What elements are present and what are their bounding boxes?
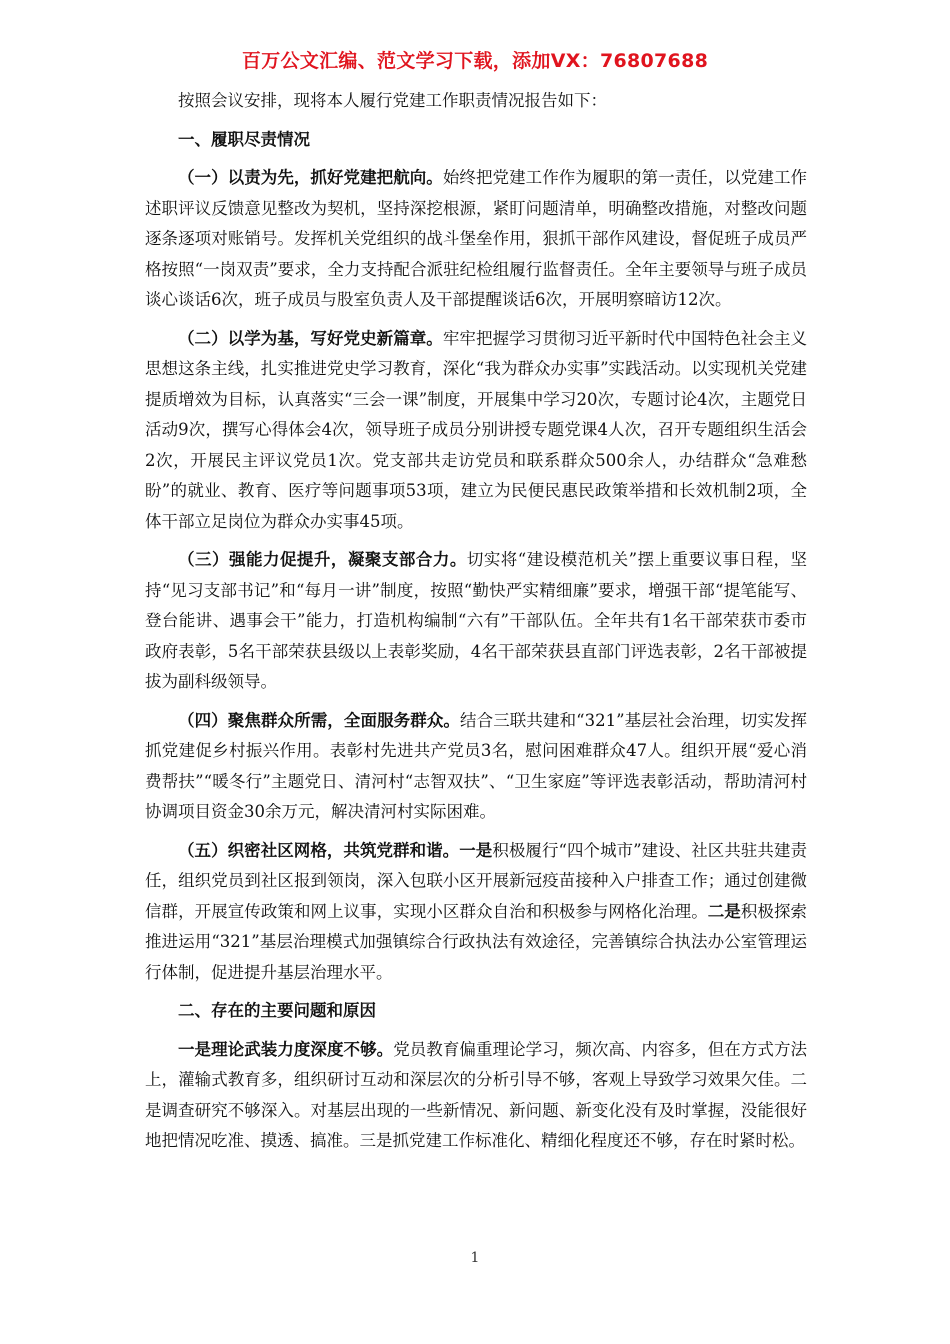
paragraph-5 [145,836,807,989]
paragraph-5-lead: （五）织密社区网格，共筑党群和谐。 [178,840,460,860]
page-number: 1 [470,1250,480,1266]
paragraph-4-body: 结合三联共建和“321”基层社会治理，切实发挥抓党建促乡村振兴作用。表彰村先进共产党员3名，慰问困难群众47人。组织开展“爱心消费帮扶”“暖冬行”主题党日、清河村“志智双扶”、“卫生家庭”等评选表彰活动，帮助清河村协调项目资金30余万元，解决清河村实际困难。 [145,710,808,821]
paragraph-3 [145,545,807,698]
paragraph-5-body-second: 积极探索推进运用“321”基层治理模式加强镇综合行政执法有效途径，完善镇综合执法办公室管理运行体制，促进提升基层治理水平。 [145,901,808,982]
paragraph-2-lead: （二）以学为基，写好党史新篇章。 [178,328,443,348]
paragraph-5-lead-second: 二是 [707,901,741,921]
paragraph-1-body: 始终把党建工作作为履职的第一责任，以党建工作述职评议反馈意见整改为契机，坚持深挖根源，紧盯问题清单，明确整改措施，对整改问题逐条逐项对账销号。发挥机关党组织的战斗堡垒作用，狠抓干部作风建设，督促班子成员严格按照“一岗双责”要求，全力支持配合派驻纪检组履行监督责任。全年主要领导与班子成员谈心谈话6次，班子成员与股室负责人及干部提醒谈话6次，开展明察暗访12次。 [145,168,808,309]
paragraph-2 [145,324,807,538]
intro-paragraph: 按照会议安排，现将本人履行党建工作职责情况报告如下： [178,91,607,110]
paragraph-3-body: 切实将“建设模范机关”摆上重要议事日程，坚持“见习支部书记”和“每月一讲”制度，按照“勤快严实精细廉”要求，增强干部“提笔能写、登台能讲、遇事会干”能力，打造机构编制“六有”干部队伍。全年共有1名干部荣获市委市政府表彰，5名干部荣获县级以上表彰奖励，4名干部荣获县直部门评选表彰，2名干部被提拔为副科级领导。 [145,550,807,691]
paragraph-1 [145,163,807,316]
paragraph-3-lead: （三）强能力促提升，凝聚支部合力。 [178,550,467,569]
section-heading-2: 二、存在的主要问题和原因 [178,1001,376,1020]
paragraph-5-lead-first: 一是 [459,840,493,860]
document-body [145,86,807,1157]
watermark-banner: 百万公文汇编、范文学习下载，添加VX：76807688 [241,50,709,72]
paragraph-5-body-first: 积极履行“四个城市”建设、社区共驻共建责任，组织党员到社区报到领岗，深入包联小区开展新冠疫苗接种入户排查工作；通过创建微信群，开展宣传政策和网上议事，实现小区群众自治和积极参与网格化治理。 [145,840,808,921]
paragraph-4 [145,706,807,828]
section-heading-1: 一、履职尽责情况 [178,129,310,149]
paragraph-1-lead: （一）以责为先，抓好党建把航向。 [178,168,443,187]
paragraph-6-lead: 一是理论武装力度深度不够。 [178,1039,394,1059]
paragraph-4-lead: （四）聚焦群众所需，全面服务群众。 [178,710,461,730]
paragraph-6-body: 党员教育偏重理论学习，频次高、内容多，但在方式方法上，灌输式教育多，组织研讨互动和深层次的分析引导不够，客观上导致学习效果欠佳。二是调查研究不够深入。对基层出现的一些新情况、新问题、新变化没有及时掌握，没能很好地把情况吃准、摸透、搞准。三是抓党建工作标准化、精细化程度还不够，存在时紧时松。 [145,1039,808,1150]
paragraph-2-body: 牢牢把握学习贯彻习近平新时代中国特色社会主义思想这条主线，扎实推进党史学习教育，深化“我为群众办实事”实践活动。以实现机关党建提质增效为目标，认真落实“三会一课”制度，开展集中学习20次，专题讨论4次，主题党日活动9次，撰写心得体会4次，领导班子成员分别讲授专题党课4人次，召开专题组织生活会2次，开展民主评议党员1次。党支部共走访党员和联系群众500余人，办结群众“急难愁盼”的就业、教育、医疗等问题事项53项，建立为民便民惠民政策举措和长效机制2项，全体干部立足岗位为群众办实事45项。 [145,328,808,531]
paragraph-6 [145,1035,807,1157]
